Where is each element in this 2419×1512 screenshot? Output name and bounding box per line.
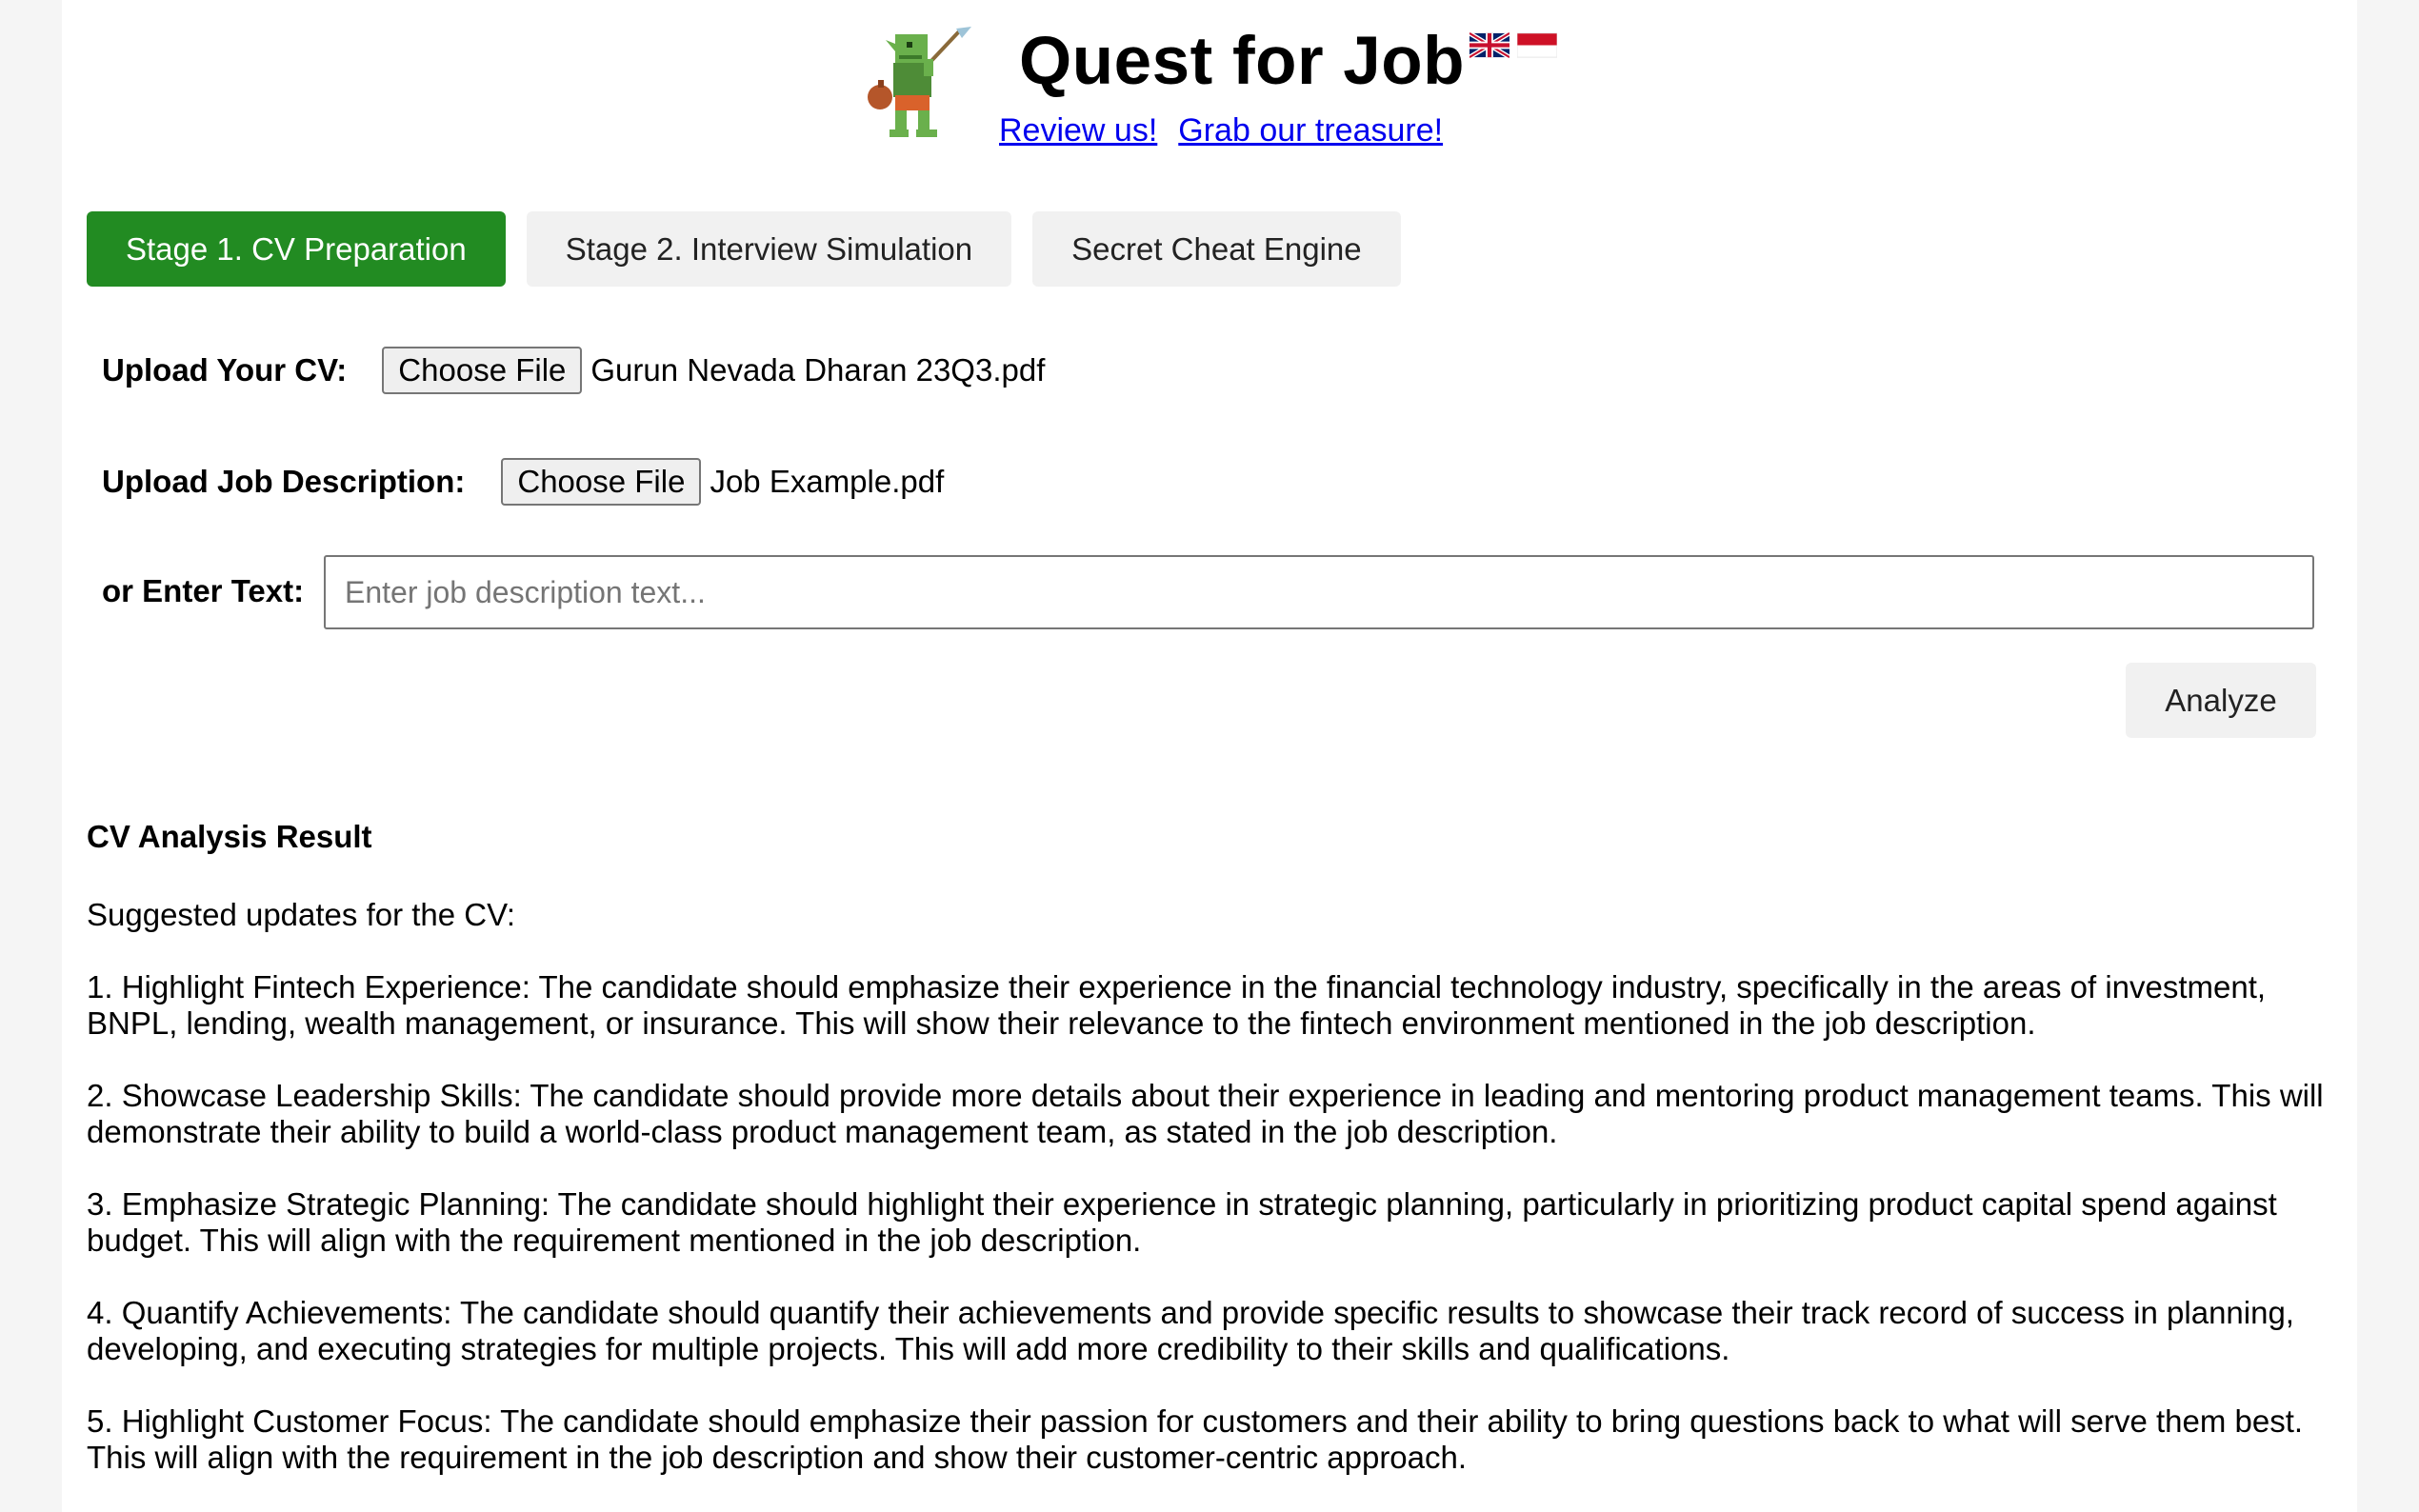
result-item: 3. Emphasize Strategic Planning: The candidate should highlight their experience in strategic planning, particularly in prioritizing product capital spend against budget. This will align with the requirement mentioned in the job description. bbox=[87, 1186, 2277, 1258]
grab-treasure-link[interactable]: Grab our treasure! bbox=[1178, 112, 1444, 149]
result-item: 5. Highlight Customer Focus: The candidate should emphasize their passion for customers and their ability to bring questions back to what will serve them best. This will align with the requirement in the job description and show their customer-centric approach. bbox=[87, 1403, 2304, 1475]
result-item: 4. Quantify Achievements: The candidate should quantify their achievements and provide specific results to showcase their track record of success in planning, developing, and executing strategies for multiple projects. This will add more credibility to their skills and qualifications. bbox=[87, 1295, 2294, 1366]
jd-choose-file-button[interactable]: Choose File bbox=[501, 458, 701, 506]
text-entry-label: or Enter Text: bbox=[102, 573, 305, 608]
tab-secret-cheat-engine[interactable]: Secret Cheat Engine bbox=[1032, 211, 1401, 287]
header bbox=[62, 0, 2357, 167]
cv-file-name: Gurun Nevada Dharan 23Q3.pdf bbox=[590, 352, 1046, 388]
analyze-button[interactable]: Analyze bbox=[2126, 663, 2316, 738]
stage-tabs bbox=[87, 211, 1401, 287]
tab-interview-simulation[interactable]: Stage 2. Interview Simulation bbox=[527, 211, 1011, 287]
result-item: 1. Highlight Fintech Experience: The candidate should emphasize their experience in the financial technology industry, specifically in the areas of investment, BNPL, lending, wealth management, or insurance. This will show their relevance to the fintech environment mentioned in the job description. bbox=[87, 969, 2267, 1041]
language-switcher bbox=[1469, 32, 1557, 58]
cv-analysis-result bbox=[87, 819, 2334, 1512]
english-flag-icon[interactable] bbox=[1469, 32, 1509, 58]
review-us-link[interactable]: Review us! bbox=[999, 112, 1158, 149]
text-entry-row bbox=[102, 573, 304, 609]
cv-upload-label: Upload Your CV: bbox=[102, 352, 348, 388]
tab-cv-preparation[interactable]: Stage 1. CV Preparation bbox=[87, 211, 506, 287]
result-title: CV Analysis Result bbox=[87, 819, 372, 854]
cv-upload-row bbox=[102, 347, 1045, 394]
jd-file-name: Job Example.pdf bbox=[710, 464, 945, 499]
jd-upload-label: Upload Job Description: bbox=[102, 464, 466, 499]
page bbox=[62, 0, 2357, 1512]
goblin-mascot-icon bbox=[867, 25, 981, 144]
result-item: 2. Showcase Leadership Skills: The candidate should provide more details about their experience in leading and mentoring product management teams. This will demonstrate their ability to build a world-class product management team, as stated in the job description. bbox=[87, 1078, 2324, 1149]
cv-choose-file-button[interactable]: Choose File bbox=[382, 347, 582, 394]
header-links bbox=[999, 112, 1443, 149]
job-description-text-input[interactable] bbox=[324, 555, 2314, 629]
app-title: Quest for Job bbox=[1019, 24, 1466, 99]
indonesian-flag-icon[interactable] bbox=[1517, 32, 1557, 58]
result-intro: Suggested updates for the CV: bbox=[87, 897, 516, 932]
jd-upload-row bbox=[102, 458, 944, 506]
